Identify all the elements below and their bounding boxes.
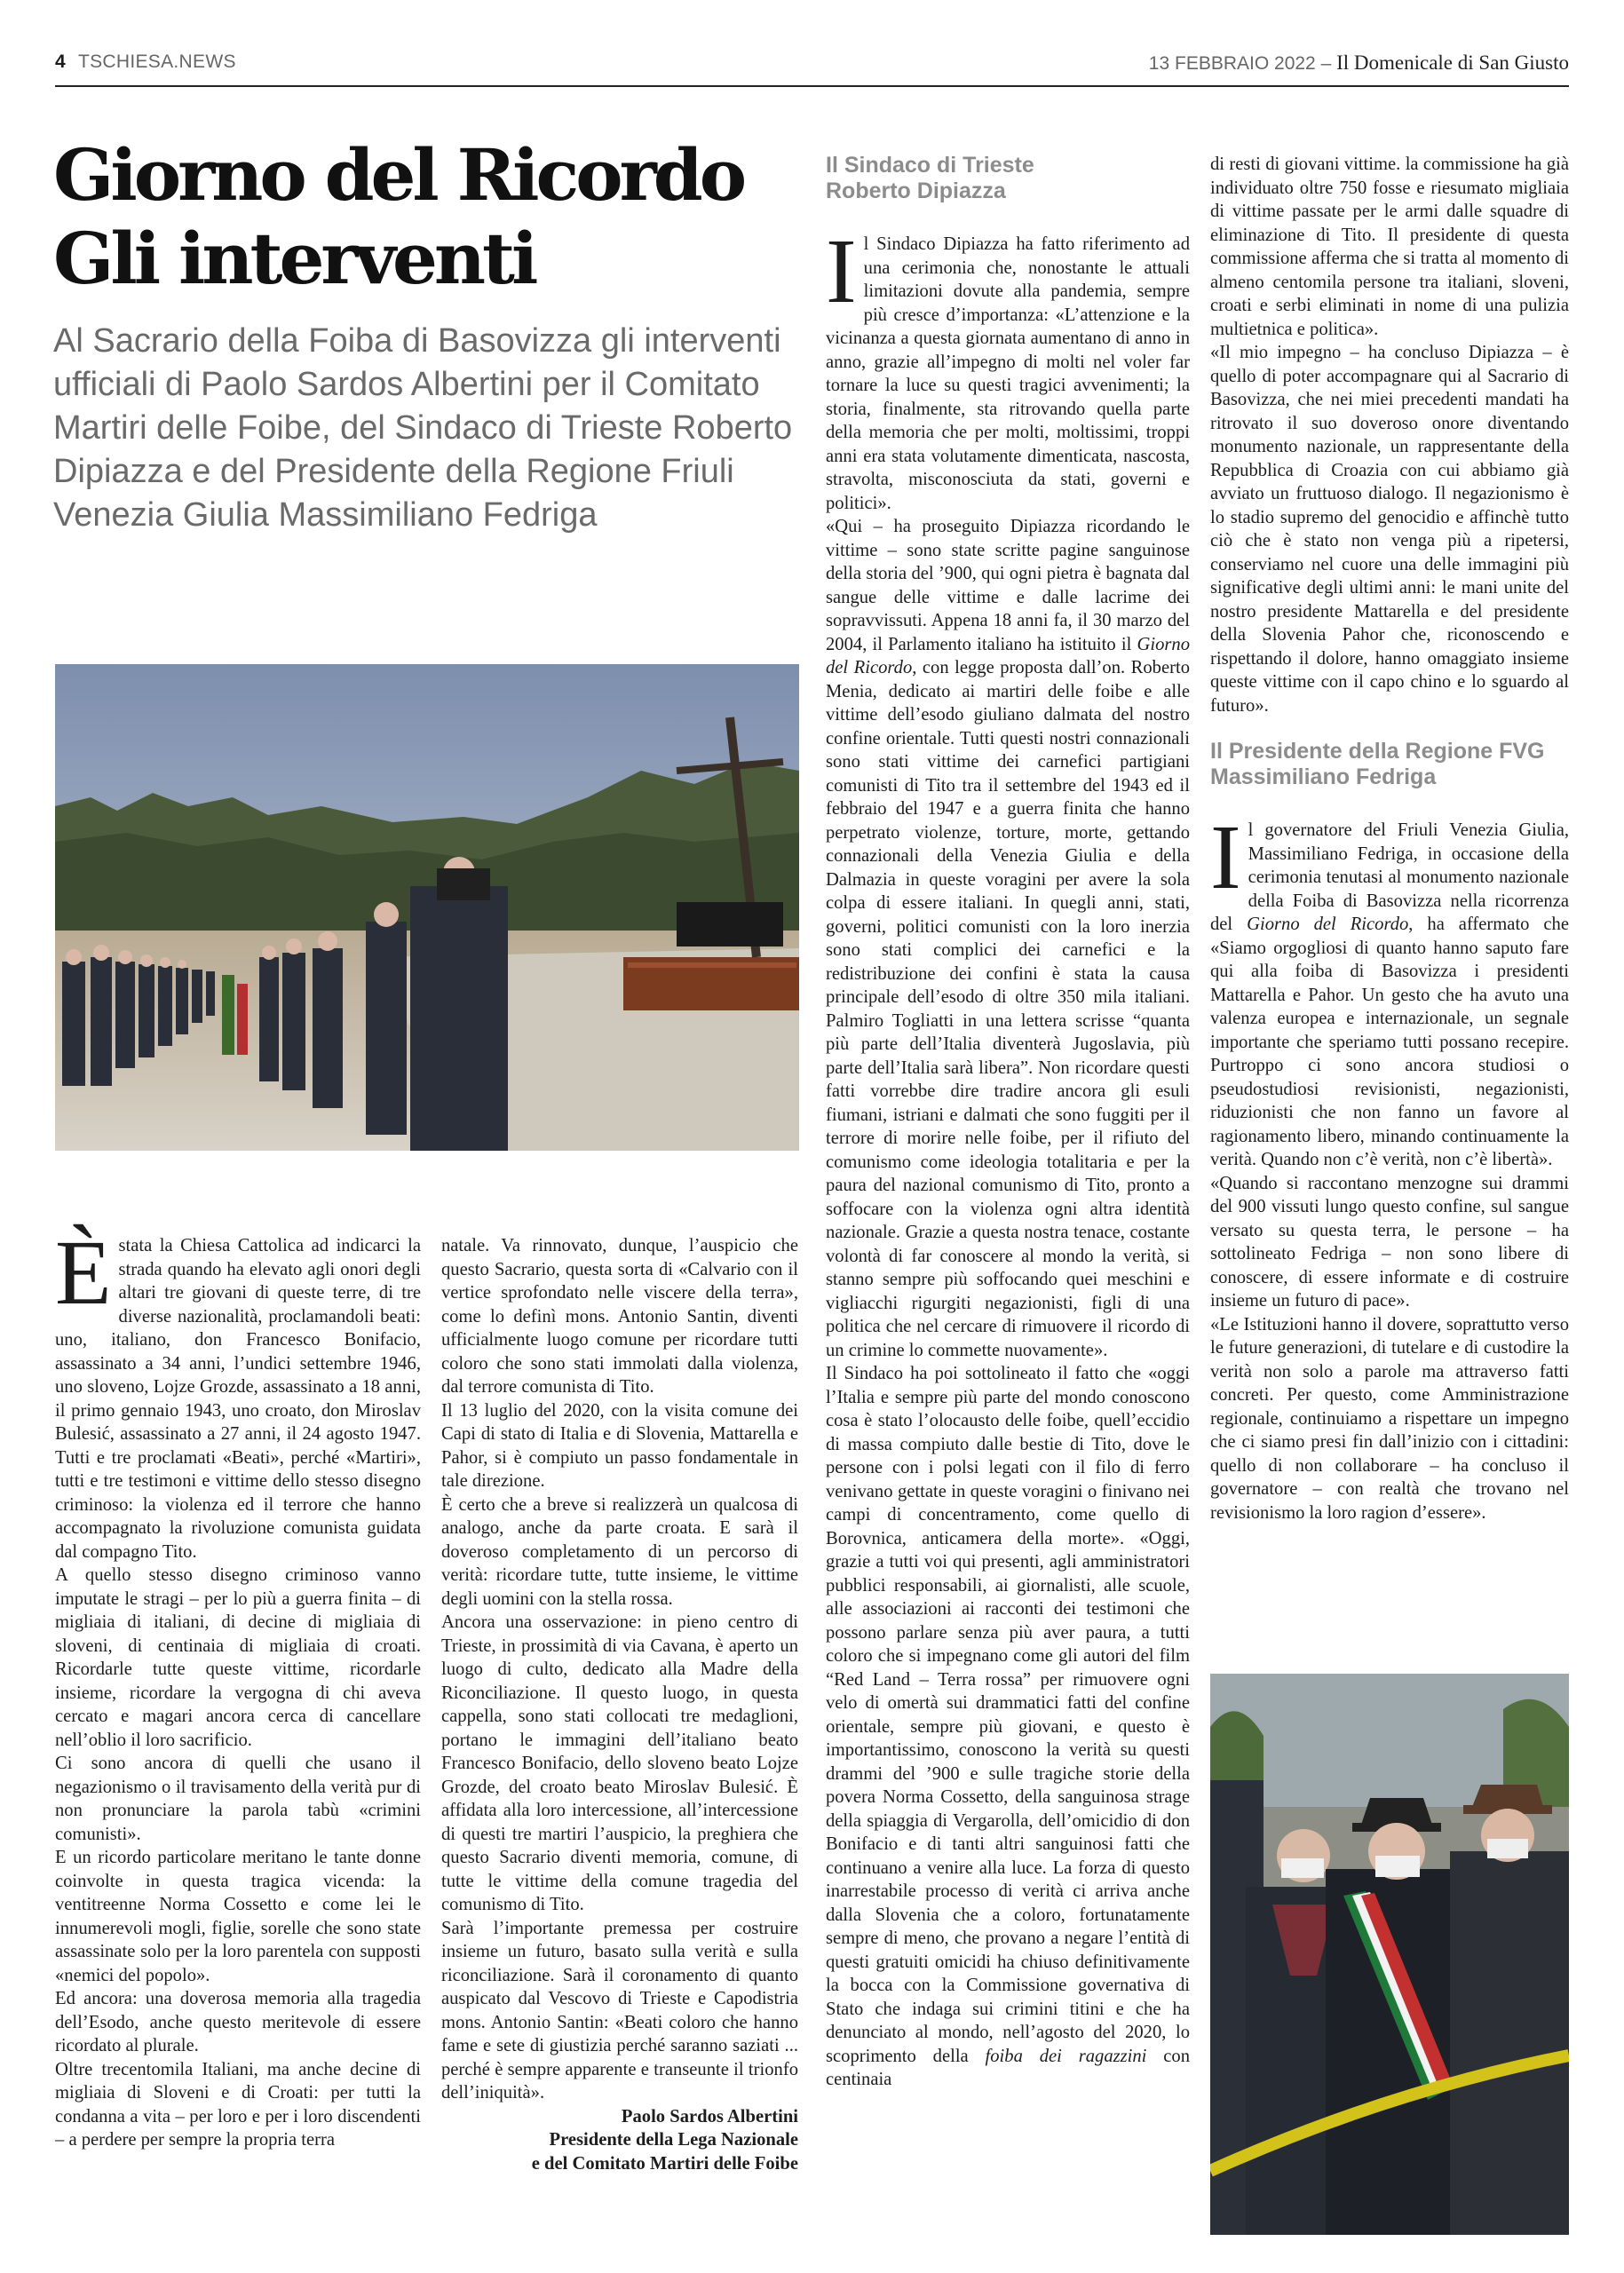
paragraph: Ancora una osservazione: in pieno centro di Trieste, in prossimità di via Cavana, è aperto un luogo di culto, dedicato alla Madre della Riconciliazione. Il questo luogo, in questa cappella, sono stati collocati tre medaglioni, portano le immagini dell’italiano beato Francesco Bonifacio, dello sloveno beato Lojze Grozde, del croato beato Miroslav Bulesić. È affidata alla loro intercessione, all’intercessione di questi tre martiri l’auspicio, la preghiera che questo Sacrario diventi memoria, comune, di tutte le vittime della comune tragedia del comunismo di Tito.	[441, 1612, 798, 1914]
section-subhead-line-2: Massimiliano Fedriga	[1210, 764, 1437, 789]
drop-cap: È	[55, 1222, 112, 1324]
paragraph-text: con centinaia	[826, 2046, 1190, 2089]
article-title	[53, 133, 835, 300]
paragraph: Sarà l’importante premessa per costruire insieme un futuro, basato sulla verità e sulla riconciliazione. Sarà il coronamento di quanto auspicato dal Vescovo di Trieste e Capodistria mons. Antonio Santin: «Beati coloro che hanno fame e sete di giustizia perché saranno saziati ... perché è sempre apparente e transeunte il trionfo dell’iniquità».	[441, 1918, 798, 2103]
paragraph: «Quando si raccontano menzogne sui drammi del 900 vissuti lungo questo confine, sul sangue versato su questa terra, le persone – ha sottolineato Fedriga – non sono libere di conoscere, di essere informate e di costruire insieme un futuro di pace».	[1210, 1173, 1569, 1311]
italic-text: Giorno del Ricordo	[1247, 915, 1409, 934]
paragraph: «Il mio impegno – ha concluso Dipiazza – è quello di poter accompagnare qui al Sacrario di Basovizza, che nei miei precedenti mandati ha ritrovato il suo doveroso onore diventando monumento nazionale, un rappresentante della Repubblica di Croazia con cui abbiamo già avviato un fruttuoso dialogo. Il negazionismo è lo stadio supremo del genocidio e affinchè tutto ciò che è stato non venga più a ripetersi, conserviamo nel cuore una delle immagini più significative degli ultimi anni: le mani unite del nostro presidente Mattarella e del presidente della Slovenia Pahor che, riconoscendo e rispettando il dolore, hanno omaggiato insieme queste vittime con il capo chino e lo sguardo al futuro».	[1210, 343, 1569, 716]
paragraph	[826, 220, 1190, 515]
paragraph: natale. Va rinnovato, dunque, l’auspicio che questo Sacrario, questa sorta di «Calvario con il vertice sprofondato nelle viscere della terra», come lo definì mons. Antonio Santin, diventi ufficialmente luogo comune per ricordare tutti coloro che sono stati immolati dalla violenza, dal terrore comunista di Tito.	[441, 1236, 798, 1397]
article-column-3	[826, 153, 1190, 2092]
article-column-1	[55, 1222, 421, 2152]
paragraph-text: , con legge proposta dall’on. Roberto Menia, dedicato ai martiri delle foibe e alle vittime dell’esodo giuliano dalmata del nostro confine orientale. Tutti questi nostri connazionali sono stati vittime dei carnefici partigiani comunisti di Tito tra il settembre del 1943 ed il febbraio del 1947 e a guerra finita che hanno perpetrato violenze, torture, morte, gettando connazionali della Venezia Giulia e della Dalmazia in queste voragini per avere la sola colpa di essere italiani. In quegli anni, stati, governi, politici comunisti con la loro inerzia sono stati complici dei carnefici e la redistribuzione dei confini è stata la causa principale dell’esodo di oltre 350 mila italiani. Palmiro Togliatti in una lettera scrisse “quanta più parte dell’Italia diventerà Jugoslavia, più parte dell’Italia sarà libera”. Non ricordare questi fatti vorrebbe dire tradire ancora gli esuli fiumani, istriani e dalmati che sono fuggiti per il terrore di morire nelle foibe, per il rifiuto del comunismo come ideologia totalitaria e per la paura del nazional comunismo di Tito, pronto a soffocare con la violenza ogni altra identità nazionale. Grazie a questa nostra tenace, costante volontà di far conoscere al mondo la verità, si stanno sempre più soffocando quei meschini e vigliacchi rigurgiti negazionisti, figli di una politica che nel cercare di rimuovere il ricordo di un crimine lo commette nuovamente».	[826, 658, 1190, 1360]
header-date-publication	[1149, 51, 1569, 75]
section-subhead-line-1: Il Sindaco di Trieste	[826, 153, 1034, 178]
page-number: 4	[55, 51, 66, 72]
title-line-1: Giorno del Ricordo	[53, 133, 744, 217]
paragraph-text: Il Sindaco ha poi sottolineato il fatto che «oggi l’Italia e sempre più parte del mondo conoscono cosa è stato l’olocausto delle foibe, quell’eccidio di massa compiuto dalle bestie di Tito, dove le persone con i polsi legati con il filo di ferro venivano gettate in queste voragini o finivano nei campi di concentramento, come quello di Borovnica, anticamera della morte». «Oggi, grazie a tutti voi qui presenti, agli amministratori pubblici responsabili, ai giornalisti, alle scuole, alle associazioni ai racconti dei testimoni che possono parlare senza più aver paura, a tutti coloro che si impegnano come gli autori del film “Red Land – Terra rossa” per rimuovere ogni velo di omertà sui drammatici fatti del confine orientale, sempre più giovani, e questo è importantissimo, conoscono la verità su questi drammi del ’900 e sulle tragiche storie della povera Norma Cossetto, della sanguinosa strage della spiaggia di Vergarolla, dell’omicidio di don Bonifacio e di tanti altri sanguinosi fatti che continuano a venire alla luce. La forza di questo inarrestabile processo di verità ci arriva anche dalla Slovenia che a coloro, fortunatamente sempre di meno, che provano a negare l’entità di questi gratuiti omicidi ha chiuso definitivamente la bocca con la Commissione governativa di Stato che indaga sui crimini titini e che ha denunciato al mondo, nell’agosto del 2020, lo scoprimento della	[826, 1364, 1190, 2066]
paragraph-text: l Sindaco Dipiazza ha fatto riferimento ad una cerimonia che, nonostante le attuali limitazioni dovute alla pandemia, sempre più cresce d’importanza: «L’attenzione e la vicinanza a questa giornata aumentano di anno in anno, grazie all’impegno di molti nel voler far tornare la luce su questi tragici avvenimenti; la storia, finalmente, sta ritrovando quella parte della memoria che per molti, moltissimi, troppi anni era stata volutamente dimenticata, nascosta, stravolta, misconosciuta da stati, governi e politici».	[826, 234, 1190, 513]
paragraph: «Le Istituzioni hanno il dovere, soprattutto verso le future generazioni, di tutelare e di custodire la verità non solo a parole ma attraverso fatti concreti. Per questo, come Amministrazione regionale, continuiamo a rispettare un impegno che ci siamo presi fin dall’inizio con i cittadini: quello di non collaborare – ha concluso il governatore – con realtà che trovano nel revisionismo la loro ragion d’essere».	[1210, 1314, 1569, 1523]
paragraph	[826, 515, 1190, 1362]
paragraph: E un ricordo particolare meritano le tante donne coinvolte in questa tragica vicenda: la ventitreenne Norma Cossetto e come lei le innumerevoli mogli, figlie, sorelle che sono state assassinate solo per la loro parentela con supposti «nemici del popolo».	[55, 1848, 421, 1985]
paragraph-text: «Qui – ha proseguito Dipiazza ricordando le vittime – sono state scritte pagine sanguinose della storia del ’900, qui ogni pietra è bagnata dal sangue delle vittime e dalle lacrime dei sopravvissuti. Appena 18 anni fa, il 30 marzo del 2004, il Parlamento italiano ha istituito il	[826, 517, 1190, 654]
page-header	[55, 51, 1569, 87]
signature-role-2: e del Comitato Martiri delle Foibe	[531, 2153, 798, 2174]
publication-name: Il Domenicale di San Giusto	[1336, 51, 1569, 74]
paragraph-text: , ha affermato che «Siamo orgogliosi di quanto hanno saputo fare qui alla foiba di Basovizza i presidenti Mattarella e Pahor. Un gesto che ha avuto una valenza europea e internazionale, un segnale importante che speriamo tutti possano recepire. Purtroppo ci sono ancora studiosi o pseudostudiosi revisionisti, negazionisti, riduzionisti che non fanno un favore al ragionamento libero, minando continuamente la verità. Quando non c’è verità, non c’è libertà».	[1210, 915, 1569, 1169]
paragraph	[1210, 806, 1569, 1172]
paragraph: A quello stesso disegno criminoso vanno imputate le stragi – per lo più a guerra finita – di migliaia di italiani, di decine di migliaia di sloveni, di centinaia di migliaia di croati. Ricordarle tutte queste vittime, ricordarle insieme, ricordare la vergogna di chi aveva cercato e magari ancora cerca di cancellare nell’oblio il loro sacrificio.	[55, 1565, 421, 1750]
paragraph: È certo che a breve si realizzerà un qualcosa di analogo, anche da parte croata. E sarà il doveroso completamento di un percorso di verità: ricordare tutte, tutte insieme, le vittime degli uomini con la stella rossa.	[441, 1494, 798, 1609]
italic-text: foiba dei ragazzini	[985, 2046, 1147, 2066]
ceremony-photo	[55, 664, 799, 1151]
paragraph: Oltre trecentomila Italiani, ma anche decine di migliaia di Sloveni e di Croati: per tutti la condanna a vita – per loro e per i loro discendenti – a perdere per sempre la propria terra	[55, 2059, 421, 2150]
section-subhead-line-1: Il Presidente della Regione FVG	[1210, 739, 1545, 764]
italic-text: Giorno del Ricordo	[826, 634, 1190, 677]
header-date: 13 FEBBRAIO 2022 –	[1148, 53, 1332, 74]
paragraph	[55, 1222, 421, 1564]
article-column-2	[441, 1234, 798, 2175]
paragraph: Ed ancora: una doverosa memoria alla tragedia dell’Esodo, anche questo meritevole di essere ricordato al plurale.	[55, 1989, 421, 2055]
officials-photo	[1210, 1674, 1569, 2235]
drop-cap: I	[1210, 806, 1241, 908]
paragraph	[826, 1362, 1190, 2092]
section-subhead-line-2: Roberto Dipiazza	[826, 178, 1006, 203]
signature-role-1: Presidente della Lega Nazionale	[549, 2130, 798, 2150]
drop-cap: I	[826, 220, 857, 322]
paragraph-text: l governatore del Friuli Venezia Giulia, Massimiliano Fedriga, in occasione della cerimonia tenutasi al monumento nazionale della Foiba di Basovizza nella ricorrenza del	[1210, 820, 1569, 934]
site-name: TSCHIESA.NEWS	[78, 51, 236, 72]
paragraph: Il 13 luglio del 2020, con la visita comune dei Capi di stato di Italia e di Slovenia, Mattarella e Pahor, si è compiuto un passo fondamentale in tale direzione.	[441, 1400, 798, 1491]
paragraph: di resti di giovani vittime. la commissione ha già individuato oltre 750 fosse e riesumato migliaia di vittime passate per le armi dalle squadre di eliminazione di Tito. Il presidente di questa commissione afferma che si tratta al momento di almeno centomila persone tra italiani, sloveni, croati e serbi eliminati in nome di una pulizia multietnica e politica».	[1210, 154, 1569, 339]
paragraph: Ci sono ancora di quelli che usano il negazionismo o il travisamento della verità pur di non pronunciare la parola tabù «crimini comunisti».	[55, 1754, 421, 1844]
article-column-4	[1210, 153, 1569, 1525]
article-subtitle: Al Sacrario della Foiba di Basovizza gli interventi ufficiali di Paolo Sardos Albertini per il Comitato Martiri delle Foibe, del Sindaco di Trieste Roberto Dipiazza e del Presidente della Regione Friuli Venezia Giulia Massimiliano Fedriga	[53, 322, 793, 534]
title-line-2: Gli interventi	[53, 217, 535, 300]
signature-name: Paolo Sardos Albertini	[621, 2106, 798, 2126]
paragraph-text: stata la Chiesa Cattolica ad indicarci la strada quando ha elevato agli onori degli altari tre giovani di queste terre, di tre diverse nazionalità, proclamandoli beati: uno, italiano, don Francesco Bonifacio, assassinato a 34 anni, l’undici settembre 1946, uno sloveno, Lojze Grozde, assassinato a 18 anni, il primo gennaio 1943, uno croato, don Miroslav Bulesić, assassinato a 27 anni, il 24 agosto 1947. Tutti e tre proclamati «Beati», perché «Martiri», tutti e tre testimoni e vittime dello stesso disegno criminoso: la violenza ed il terrore che hanno accompagnato la rivoluzione comunista guidata dal compagno Tito.	[55, 1236, 421, 1562]
